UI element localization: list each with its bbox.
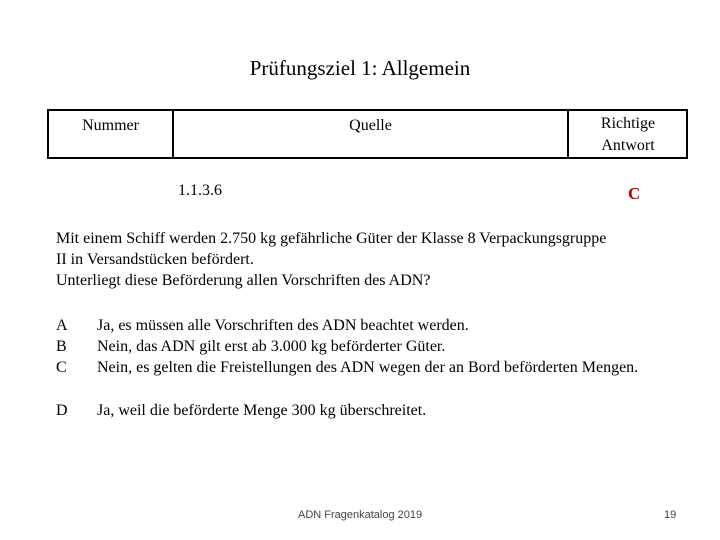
option-letter: B <box>56 338 67 355</box>
header-quelle: Quelle <box>349 117 392 134</box>
header-richtige: Richtige <box>600 115 656 132</box>
option-text: Ja, es müssen alle Vorschriften des ADN beachtet werden. <box>97 317 469 334</box>
option-letter: A <box>56 317 68 334</box>
question-text <box>56 228 696 291</box>
footer-text: ADN Fragenkatalog 2019 <box>298 509 423 521</box>
header-antwort: Antwort <box>601 137 655 154</box>
option-text: Ja, weil die beförderte Menge 300 kg überschreitet. <box>97 402 427 419</box>
page-number: 19 <box>664 509 677 521</box>
header-table <box>47 109 688 159</box>
question-line: II in Versandstücken befördert. <box>56 251 254 268</box>
page-title: Prüfungsziel 1: Allgemein <box>249 56 471 80</box>
question-line: Mit einem Schiff werden 2.750 kg gefährliche Güter der Klasse 8 Verpackungsgruppe <box>56 230 607 247</box>
question-line: Unterliegt diese Beförderung allen Vorschriften des ADN? <box>56 272 431 289</box>
option-letter: C <box>56 359 67 376</box>
option-letter: D <box>56 402 68 419</box>
option-text: Nein, es gelten die Freistellungen des ADN wegen der an Bord beförderten Mengen. <box>97 359 639 376</box>
option-text: Nein, das ADN gilt erst ab 3.000 kg beförderter Güter. <box>97 338 446 355</box>
source-number: 1.1.3.6 <box>178 182 222 199</box>
header-nummer: Nummer <box>82 117 139 134</box>
correct-answer: C <box>628 184 641 203</box>
